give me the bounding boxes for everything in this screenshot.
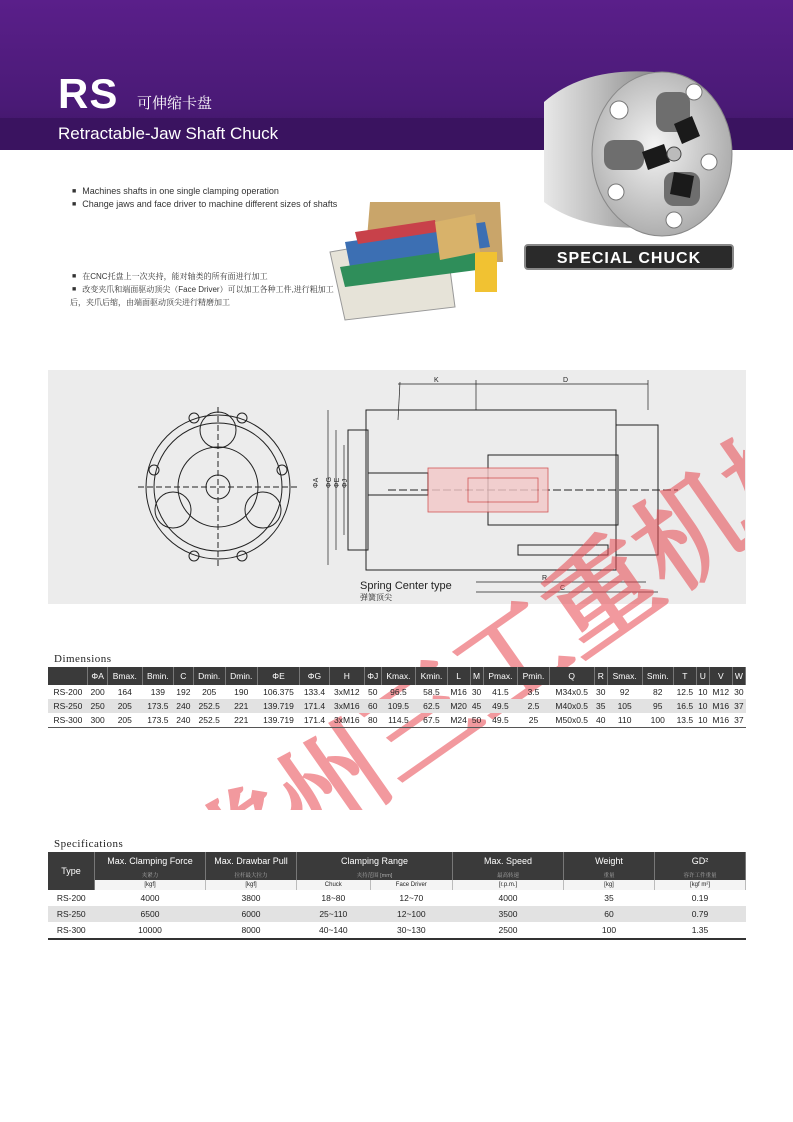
spec-row: [48, 890, 746, 906]
dimensions-col-header: Kmin.: [416, 667, 447, 685]
dim-label-g: ΦG: [326, 476, 333, 488]
specifications-title: Specifications: [54, 838, 124, 850]
dimensions-cell: 171.4: [300, 699, 329, 713]
spec-unit-chuck: Chuck: [297, 880, 371, 890]
dimensions-cell: 16.5: [673, 699, 696, 713]
spec-cell: 35: [604, 893, 614, 903]
dimensions-cell: 300: [88, 713, 108, 728]
technical-drawing: [48, 370, 746, 604]
dim-label-d: D: [563, 377, 569, 384]
feature-list-cn: [72, 270, 334, 309]
dimensions-cell: 252.5: [193, 699, 225, 713]
dimensions-model-cell: RS-200: [53, 687, 83, 697]
dimensions-cell: M20: [447, 699, 470, 713]
spec-cell: 1.35: [655, 922, 746, 939]
feature-item: ■ Machines shafts in one single clamping operation: [72, 186, 279, 196]
dimensions-cell: M40x0.5: [549, 699, 594, 713]
drawing-caption-cn: 弹簧顶尖: [360, 593, 392, 602]
dimensions-cell: 205: [107, 699, 142, 713]
spec-unit-face: Face Driver: [370, 880, 452, 890]
spec-cell: 100: [564, 922, 655, 939]
dimensions-cell: 3xM12: [334, 687, 360, 697]
cutaway-illustration: [325, 192, 510, 327]
dimensions-cell: 205: [107, 713, 142, 728]
dimensions-cell: 173.5: [142, 699, 173, 713]
dimensions-col-header: W: [732, 667, 745, 685]
chuck-photo: [524, 62, 734, 242]
dimensions-cell: 82: [652, 687, 663, 697]
dimensions-col-header: Bmin.: [142, 667, 173, 685]
dimensions-col-header: Pmin.: [518, 667, 549, 685]
dimensions-cell: 221: [225, 713, 257, 728]
dimensions-cell: 139.719: [257, 713, 299, 728]
spec-cell: 0.19: [691, 893, 709, 903]
spec-cell: 3500: [453, 906, 564, 922]
dimensions-cell: 13.5: [673, 713, 696, 728]
dim-label-e: ΦE: [334, 477, 341, 488]
dimensions-cell: 67.5: [416, 713, 447, 728]
dimensions-col-header: Smax.: [607, 667, 642, 685]
dimensions-col-header: M: [470, 667, 483, 685]
dimensions-cell: 133.4: [303, 687, 326, 697]
dimensions-cell: 205: [202, 687, 217, 697]
dimensions-cell: 49.5: [483, 713, 518, 728]
drawing-svg: [48, 370, 746, 604]
spec-cell: 3800: [241, 893, 261, 903]
spec-header-gd: GD²: [655, 852, 746, 870]
dimensions-cell: 96.5: [390, 687, 407, 697]
dimensions-cell: 114.5: [381, 713, 416, 728]
dimensions-cell: 240: [174, 699, 194, 713]
dimensions-cell: 35: [596, 701, 606, 711]
spec-sub-clamp: 夹紧力: [95, 870, 206, 880]
dimensions-cell: 250: [88, 699, 108, 713]
spec-unit-pull: [kgf]: [206, 880, 297, 890]
dimensions-cell: 105: [607, 699, 642, 713]
dimensions-cell: 10: [698, 701, 708, 711]
dimensions-row: [48, 699, 746, 713]
spec-unit-clamp: [kgf]: [95, 880, 206, 890]
spec-cell: 30~130: [370, 922, 452, 939]
spec-header-type: Type: [48, 852, 95, 890]
dimensions-col-header: ΦE: [257, 667, 299, 685]
dimensions-cell: 109.5: [381, 699, 416, 713]
spec-header-clamp: Max. Clamping Force: [95, 852, 206, 870]
feature-item-cn: 后，夹爪后缩，由端面驱动顶尖进行精磨加工: [70, 298, 230, 307]
spec-cell: 4000: [140, 893, 160, 903]
dimensions-cell: 139.719: [257, 699, 299, 713]
dimensions-col-header: ΦA: [88, 667, 108, 685]
dimensions-cell: M16: [709, 699, 732, 713]
dimensions-cell: 171.4: [300, 713, 329, 728]
dimensions-cell: M12: [712, 687, 730, 697]
dimensions-cell: 62.5: [416, 699, 447, 713]
dimensions-cell: 2.5: [518, 699, 549, 713]
dimensions-cell: 37: [734, 701, 744, 711]
spec-unit-gd: [kgf m²]: [655, 880, 746, 890]
spec-cell: 12~70: [399, 893, 424, 903]
spec-sub-range: 夹持范围 [mm]: [297, 870, 453, 880]
dimensions-col-header: R: [594, 667, 607, 685]
spec-cell: 6000: [206, 906, 297, 922]
spec-header-weight: Weight: [564, 852, 655, 870]
spec-sub-gd: 容许工件重量: [655, 870, 746, 880]
dimensions-col-header: ΦG: [300, 667, 329, 685]
dimensions-cell: M24: [447, 713, 470, 728]
dimensions-cell: 45: [471, 701, 482, 711]
dimensions-cell: 80: [364, 713, 381, 728]
product-title: Retractable-Jaw Shaft Chuck: [58, 124, 279, 143]
dimensions-cell: M16: [709, 713, 732, 728]
spec-sub-weight: 重量: [564, 870, 655, 880]
dimensions-cell: 3.5: [527, 687, 540, 697]
dimensions-col-header: L: [447, 667, 470, 685]
dimensions-row: [48, 713, 746, 728]
model-title-cn: 可伸缩卡盘: [137, 95, 213, 112]
dimensions-col-header: Smin.: [642, 667, 673, 685]
dimensions-cell: 100: [642, 713, 673, 728]
dimensions-cell: M34x0.5: [555, 687, 589, 697]
spec-cell: 4000: [498, 893, 518, 903]
feature-item-cn: ■ 改变夹爪和端面驱动顶尖（Face Driver）可以加工各种工件,进行粗加工: [72, 285, 334, 294]
feature-item-cn: ■ 在CNC托盘上一次夹持，能对轴类的所有面进行加工: [72, 272, 268, 281]
spec-header-pull: Max. Drawbar Pull: [206, 852, 297, 870]
spec-model-cell: RS-250: [48, 906, 95, 922]
spec-cell: 12~100: [370, 906, 452, 922]
drawing-caption: Spring Center type: [360, 580, 452, 592]
dimensions-model-cell: RS-250: [48, 699, 88, 713]
spec-header-range: Clamping Range: [297, 852, 453, 870]
model-title: RS: [58, 70, 119, 117]
spec-cell: 60: [564, 906, 655, 922]
dimensions-col-header: ΦJ: [364, 667, 381, 685]
dimensions-cell: 41.5: [492, 687, 509, 697]
feature-list-en: [72, 185, 337, 211]
dimensions-col-header: Pmax.: [483, 667, 518, 685]
dimensions-col-header: Kmax.: [381, 667, 416, 685]
spec-unit-row: [48, 880, 746, 890]
feature-item: ■ Change jaws and face driver to machine different sizes of shafts: [72, 199, 338, 209]
dimensions-cell: M16: [450, 687, 467, 697]
dimensions-cell: 58.5: [423, 687, 440, 697]
dimensions-cell: 50: [470, 713, 483, 728]
dim-label-a: ΦA: [313, 477, 320, 488]
dimensions-row: [48, 685, 746, 699]
dimensions-col-header: [48, 667, 88, 685]
dimensions-cell: 25: [518, 713, 549, 728]
dimensions-cell: 240: [174, 713, 194, 728]
spec-unit-speed: [r.p.m.]: [453, 880, 564, 890]
dimensions-col-header: Q: [549, 667, 594, 685]
dimensions-col-header: U: [696, 667, 709, 685]
dimensions-cell: 12.5: [676, 687, 694, 697]
dim-label-k: K: [434, 377, 439, 384]
spec-model-cell: RS-200: [56, 893, 86, 903]
dimensions-cell: 30: [471, 687, 482, 697]
spec-cell: 18~80: [321, 893, 346, 903]
dimensions-cell: 60: [364, 699, 381, 713]
spec-subheader-row: [48, 870, 746, 880]
spec-cell: 8000: [206, 922, 297, 939]
dimensions-cell: 40: [594, 713, 607, 728]
dimensions-cell: 10: [698, 687, 708, 697]
dimensions-cell: 50: [368, 687, 378, 697]
dimensions-cell: 92: [619, 687, 630, 697]
dimensions-cell: 30: [596, 687, 606, 697]
dimensions-cell: 49.5: [483, 699, 518, 713]
dimensions-cell: 3xM16: [329, 699, 364, 713]
dimensions-cell: 221: [225, 699, 257, 713]
dimensions-col-header: H: [329, 667, 364, 685]
spec-cell: 10000: [95, 922, 206, 939]
dimensions-cell: 30: [734, 687, 744, 697]
dimensions-cell: M50x0.5: [549, 713, 594, 728]
dimensions-cell: 10: [696, 713, 709, 728]
dimensions-cell: 173.5: [142, 713, 173, 728]
dimensions-model-cell: RS-300: [48, 713, 88, 728]
dimensions-cell: 110: [607, 713, 642, 728]
special-chuck-badge: SPECIAL CHUCK: [524, 244, 734, 270]
dimensions-cell: 37: [732, 713, 745, 728]
dimensions-col-header: Dmin.: [225, 667, 257, 685]
dimensions-title: Dimensions: [54, 653, 112, 665]
dim-label-j: ΦJ: [342, 478, 349, 488]
spec-sub-speed: 最高转速: [453, 870, 564, 880]
spec-cell: 25~110: [297, 906, 371, 922]
spec-row: [48, 906, 746, 922]
dimensions-cell: 190: [234, 687, 249, 697]
dim-label-c: C: [560, 585, 566, 592]
dimensions-col-header: V: [709, 667, 732, 685]
dimensions-cell: 139: [150, 687, 165, 697]
dimensions-col-header: Bmax.: [107, 667, 142, 685]
dimensions-cell: 200: [90, 687, 105, 697]
dimensions-cell: 106.375: [263, 687, 294, 697]
spec-row: [48, 922, 746, 939]
dimensions-header-row: [48, 667, 746, 685]
spec-cell: 6500: [95, 906, 206, 922]
dimensions-table: [48, 667, 746, 728]
dim-label-r: R: [542, 575, 548, 582]
spec-model-cell: RS-300: [48, 922, 95, 939]
dimensions-cell: 252.5: [193, 713, 225, 728]
dimensions-cell: 192: [176, 687, 191, 697]
dimensions-col-header: C: [174, 667, 194, 685]
spec-cell: 40~140: [297, 922, 371, 939]
spec-header-speed: Max. Speed: [453, 852, 564, 870]
dimensions-cell: 3xM16: [329, 713, 364, 728]
spec-cell: 0.79: [655, 906, 746, 922]
spec-header-row: [48, 852, 746, 870]
spec-cell: 2500: [453, 922, 564, 939]
spec-sub-pull: 拉杆最大拉力: [206, 870, 297, 880]
dimensions-col-header: T: [673, 667, 696, 685]
dimensions-col-header: Dmin.: [193, 667, 225, 685]
dimensions-cell: 164: [117, 687, 132, 697]
spec-unit-weight: [kg]: [564, 880, 655, 890]
dimensions-cell: 95: [642, 699, 673, 713]
specifications-table: [48, 852, 746, 940]
